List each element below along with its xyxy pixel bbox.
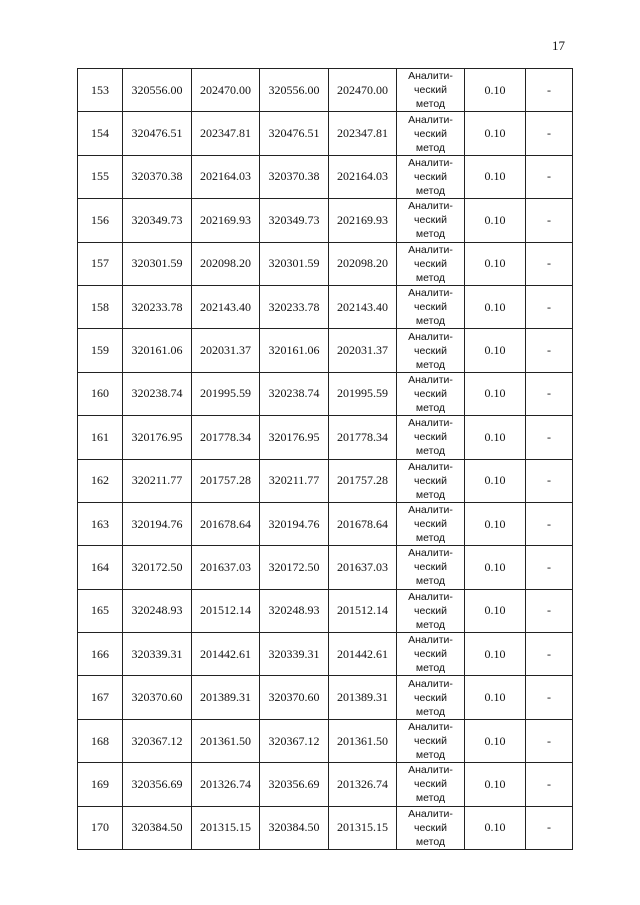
- method-cell: [397, 763, 465, 806]
- method-text-line: Аналити-: [408, 460, 453, 473]
- accuracy-cell: 0.10: [465, 719, 526, 762]
- x-coordinate-refined-cell: 320370.38: [260, 155, 329, 198]
- x-coordinate-refined-cell: 320301.59: [260, 242, 329, 285]
- y-coordinate-cell: 201757.28: [192, 459, 260, 502]
- x-coordinate-cell: 320172.50: [123, 546, 192, 589]
- point-number-cell: 161: [78, 416, 123, 459]
- x-coordinate-cell: 320384.50: [123, 806, 192, 849]
- table-body: [78, 69, 573, 850]
- method-text-line: ческий: [414, 648, 447, 661]
- method-text-line: Аналити-: [408, 373, 453, 386]
- x-coordinate-cell: 320248.93: [123, 589, 192, 632]
- method-text-line: Аналити-: [408, 547, 453, 560]
- method-cell: [397, 502, 465, 545]
- method-text-line: ческий: [414, 301, 447, 314]
- y-coordinate-refined-cell: 202470.00: [329, 69, 397, 112]
- y-coordinate-refined-cell: 201678.64: [329, 502, 397, 545]
- method-text-line: Аналити-: [408, 156, 453, 169]
- y-coordinate-refined-cell: 201995.59: [329, 372, 397, 415]
- x-coordinate-cell: 320370.60: [123, 676, 192, 719]
- page-number: 17: [552, 38, 565, 53]
- method-text-line: метод: [415, 575, 446, 588]
- point-number-cell: 170: [78, 806, 123, 849]
- method-text-line: Аналити-: [408, 721, 453, 734]
- x-coordinate-refined-cell: 320349.73: [260, 199, 329, 242]
- note-cell: -: [526, 112, 573, 155]
- table-row: [78, 329, 573, 372]
- table-row: [78, 502, 573, 545]
- accuracy-cell: 0.10: [465, 633, 526, 676]
- x-coordinate-refined-cell: 320556.00: [260, 69, 329, 112]
- method-cell: [397, 546, 465, 589]
- y-coordinate-cell: 202169.93: [192, 199, 260, 242]
- point-number-cell: 155: [78, 155, 123, 198]
- x-coordinate-cell: 320367.12: [123, 719, 192, 762]
- point-number-cell: 163: [78, 502, 123, 545]
- y-coordinate-refined-cell: 202164.03: [329, 155, 397, 198]
- method-cell: [397, 416, 465, 459]
- note-cell: -: [526, 329, 573, 372]
- method-cell: [397, 199, 465, 242]
- x-coordinate-refined-cell: 320233.78: [260, 285, 329, 328]
- note-cell: -: [526, 763, 573, 806]
- table-row: [78, 155, 573, 198]
- method-text-line: метод: [415, 792, 446, 805]
- accuracy-cell: 0.10: [465, 242, 526, 285]
- x-coordinate-cell: 320356.69: [123, 763, 192, 806]
- y-coordinate-refined-cell: 201326.74: [329, 763, 397, 806]
- x-coordinate-refined-cell: 320476.51: [260, 112, 329, 155]
- note-cell: -: [526, 285, 573, 328]
- method-cell: [397, 112, 465, 155]
- y-coordinate-refined-cell: 202143.40: [329, 285, 397, 328]
- method-text-line: Аналити-: [408, 590, 453, 603]
- accuracy-cell: 0.10: [465, 676, 526, 719]
- y-coordinate-refined-cell: 201778.34: [329, 416, 397, 459]
- x-coordinate-refined-cell: 320356.69: [260, 763, 329, 806]
- y-coordinate-cell: 201326.74: [192, 763, 260, 806]
- method-text-line: Аналити-: [408, 200, 453, 213]
- y-coordinate-refined-cell: 201512.14: [329, 589, 397, 632]
- table-row: [78, 112, 573, 155]
- coordinates-table: [77, 68, 573, 850]
- method-text-line: метод: [415, 749, 446, 762]
- note-cell: -: [526, 199, 573, 242]
- table-row: [78, 199, 573, 242]
- note-cell: -: [526, 676, 573, 719]
- method-text-line: Аналити-: [408, 634, 453, 647]
- accuracy-cell: 0.10: [465, 502, 526, 545]
- method-text-line: Аналити-: [408, 113, 453, 126]
- x-coordinate-refined-cell: 320384.50: [260, 806, 329, 849]
- x-coordinate-cell: 320161.06: [123, 329, 192, 372]
- method-text-line: метод: [415, 662, 446, 675]
- x-coordinate-refined-cell: 320172.50: [260, 546, 329, 589]
- method-text-line: метод: [415, 184, 446, 197]
- accuracy-cell: 0.10: [465, 416, 526, 459]
- x-coordinate-refined-cell: 320339.31: [260, 633, 329, 676]
- y-coordinate-refined-cell: 201637.03: [329, 546, 397, 589]
- method-text-line: Аналити-: [408, 330, 453, 343]
- point-number-cell: 154: [78, 112, 123, 155]
- method-text-line: метод: [415, 315, 446, 328]
- method-cell: [397, 155, 465, 198]
- point-number-cell: 160: [78, 372, 123, 415]
- x-coordinate-cell: 320339.31: [123, 633, 192, 676]
- x-coordinate-refined-cell: 320161.06: [260, 329, 329, 372]
- y-coordinate-refined-cell: 201757.28: [329, 459, 397, 502]
- method-text-line: ческий: [414, 735, 447, 748]
- accuracy-cell: 0.10: [465, 459, 526, 502]
- method-text-line: метод: [415, 271, 446, 284]
- point-number-cell: 165: [78, 589, 123, 632]
- table-row: [78, 589, 573, 632]
- method-text-line: ческий: [414, 431, 447, 444]
- note-cell: -: [526, 719, 573, 762]
- method-text-line: ческий: [414, 604, 447, 617]
- table-row: [78, 633, 573, 676]
- method-text-line: Аналити-: [408, 764, 453, 777]
- method-text-line: Аналити-: [408, 243, 453, 256]
- x-coordinate-refined-cell: 320176.95: [260, 416, 329, 459]
- method-cell: [397, 589, 465, 632]
- x-coordinate-cell: 320211.77: [123, 459, 192, 502]
- method-text-line: ческий: [414, 84, 447, 97]
- point-number-cell: 159: [78, 329, 123, 372]
- note-cell: -: [526, 416, 573, 459]
- y-coordinate-refined-cell: 202347.81: [329, 112, 397, 155]
- point-number-cell: 153: [78, 69, 123, 112]
- y-coordinate-cell: 202031.37: [192, 329, 260, 372]
- method-cell: [397, 372, 465, 415]
- method-text-line: ческий: [414, 214, 447, 227]
- y-coordinate-refined-cell: 201442.61: [329, 633, 397, 676]
- method-text-line: ческий: [414, 170, 447, 183]
- point-number-cell: 158: [78, 285, 123, 328]
- method-cell: [397, 806, 465, 849]
- x-coordinate-refined-cell: 320194.76: [260, 502, 329, 545]
- method-text-line: метод: [415, 228, 446, 241]
- method-text-line: ческий: [414, 518, 447, 531]
- y-coordinate-cell: 202347.81: [192, 112, 260, 155]
- method-text-line: метод: [415, 705, 446, 718]
- method-text-line: ческий: [414, 387, 447, 400]
- y-coordinate-cell: 201361.50: [192, 719, 260, 762]
- accuracy-cell: 0.10: [465, 763, 526, 806]
- x-coordinate-cell: 320370.38: [123, 155, 192, 198]
- y-coordinate-cell: 202098.20: [192, 242, 260, 285]
- method-cell: [397, 719, 465, 762]
- note-cell: -: [526, 459, 573, 502]
- point-number-cell: 157: [78, 242, 123, 285]
- note-cell: -: [526, 155, 573, 198]
- y-coordinate-refined-cell: 201361.50: [329, 719, 397, 762]
- accuracy-cell: 0.10: [465, 155, 526, 198]
- method-cell: [397, 459, 465, 502]
- method-text-line: ческий: [414, 474, 447, 487]
- method-text-line: Аналити-: [408, 807, 453, 820]
- x-coordinate-cell: 320349.73: [123, 199, 192, 242]
- point-number-cell: 164: [78, 546, 123, 589]
- x-coordinate-cell: 320194.76: [123, 502, 192, 545]
- table-row: [78, 719, 573, 762]
- method-text-line: метод: [415, 532, 446, 545]
- note-cell: -: [526, 372, 573, 415]
- method-cell: [397, 676, 465, 719]
- accuracy-cell: 0.10: [465, 69, 526, 112]
- point-number-cell: 156: [78, 199, 123, 242]
- method-text-line: ческий: [414, 561, 447, 574]
- table-row: [78, 416, 573, 459]
- y-coordinate-refined-cell: 201315.15: [329, 806, 397, 849]
- note-cell: -: [526, 502, 573, 545]
- table-row: [78, 806, 573, 849]
- y-coordinate-cell: 201778.34: [192, 416, 260, 459]
- method-text-line: Аналити-: [408, 70, 453, 83]
- table-row: [78, 242, 573, 285]
- table-row: [78, 459, 573, 502]
- method-text-line: Аналити-: [408, 504, 453, 517]
- y-coordinate-cell: 201315.15: [192, 806, 260, 849]
- method-text-line: ческий: [414, 691, 447, 704]
- x-coordinate-cell: 320238.74: [123, 372, 192, 415]
- y-coordinate-cell: 201995.59: [192, 372, 260, 415]
- table-row: [78, 546, 573, 589]
- table-row: [78, 69, 573, 112]
- method-text-line: ческий: [414, 821, 447, 834]
- y-coordinate-refined-cell: 201389.31: [329, 676, 397, 719]
- method-cell: [397, 242, 465, 285]
- note-cell: -: [526, 806, 573, 849]
- method-cell: [397, 285, 465, 328]
- y-coordinate-cell: 202470.00: [192, 69, 260, 112]
- y-coordinate-cell: 201678.64: [192, 502, 260, 545]
- x-coordinate-refined-cell: 320370.60: [260, 676, 329, 719]
- x-coordinate-cell: 320301.59: [123, 242, 192, 285]
- method-text-line: метод: [415, 358, 446, 371]
- accuracy-cell: 0.10: [465, 112, 526, 155]
- x-coordinate-refined-cell: 320238.74: [260, 372, 329, 415]
- note-cell: -: [526, 69, 573, 112]
- note-cell: -: [526, 589, 573, 632]
- accuracy-cell: 0.10: [465, 372, 526, 415]
- x-coordinate-refined-cell: 320248.93: [260, 589, 329, 632]
- table-row: [78, 372, 573, 415]
- method-text-line: метод: [415, 488, 446, 501]
- x-coordinate-cell: 320556.00: [123, 69, 192, 112]
- note-cell: -: [526, 242, 573, 285]
- accuracy-cell: 0.10: [465, 806, 526, 849]
- note-cell: -: [526, 546, 573, 589]
- accuracy-cell: 0.10: [465, 199, 526, 242]
- table-row: [78, 285, 573, 328]
- point-number-cell: 166: [78, 633, 123, 676]
- method-text-line: метод: [415, 401, 446, 414]
- y-coordinate-refined-cell: 202098.20: [329, 242, 397, 285]
- method-text-line: ческий: [414, 344, 447, 357]
- method-text-line: метод: [415, 835, 446, 848]
- method-text-line: ческий: [414, 127, 447, 140]
- y-coordinate-refined-cell: 202169.93: [329, 199, 397, 242]
- method-text-line: метод: [415, 445, 446, 458]
- x-coordinate-cell: 320233.78: [123, 285, 192, 328]
- table-row: [78, 763, 573, 806]
- note-cell: -: [526, 633, 573, 676]
- method-text-line: ческий: [414, 257, 447, 270]
- x-coordinate-cell: 320176.95: [123, 416, 192, 459]
- y-coordinate-cell: 201512.14: [192, 589, 260, 632]
- accuracy-cell: 0.10: [465, 329, 526, 372]
- method-cell: [397, 633, 465, 676]
- method-text-line: метод: [415, 141, 446, 154]
- y-coordinate-cell: 202143.40: [192, 285, 260, 328]
- x-coordinate-cell: 320476.51: [123, 112, 192, 155]
- x-coordinate-refined-cell: 320367.12: [260, 719, 329, 762]
- y-coordinate-cell: 201637.03: [192, 546, 260, 589]
- y-coordinate-cell: 201389.31: [192, 676, 260, 719]
- method-text-line: Аналити-: [408, 417, 453, 430]
- method-text-line: метод: [415, 98, 446, 111]
- y-coordinate-cell: 202164.03: [192, 155, 260, 198]
- method-cell: [397, 329, 465, 372]
- point-number-cell: 167: [78, 676, 123, 719]
- y-coordinate-cell: 201442.61: [192, 633, 260, 676]
- y-coordinate-refined-cell: 202031.37: [329, 329, 397, 372]
- point-number-cell: 162: [78, 459, 123, 502]
- method-text-line: ческий: [414, 778, 447, 791]
- accuracy-cell: 0.10: [465, 589, 526, 632]
- x-coordinate-refined-cell: 320211.77: [260, 459, 329, 502]
- point-number-cell: 169: [78, 763, 123, 806]
- method-text-line: Аналити-: [408, 677, 453, 690]
- accuracy-cell: 0.10: [465, 285, 526, 328]
- point-number-cell: 168: [78, 719, 123, 762]
- accuracy-cell: 0.10: [465, 546, 526, 589]
- method-cell: [397, 69, 465, 112]
- table-row: [78, 676, 573, 719]
- method-text-line: метод: [415, 618, 446, 631]
- method-text-line: Аналити-: [408, 287, 453, 300]
